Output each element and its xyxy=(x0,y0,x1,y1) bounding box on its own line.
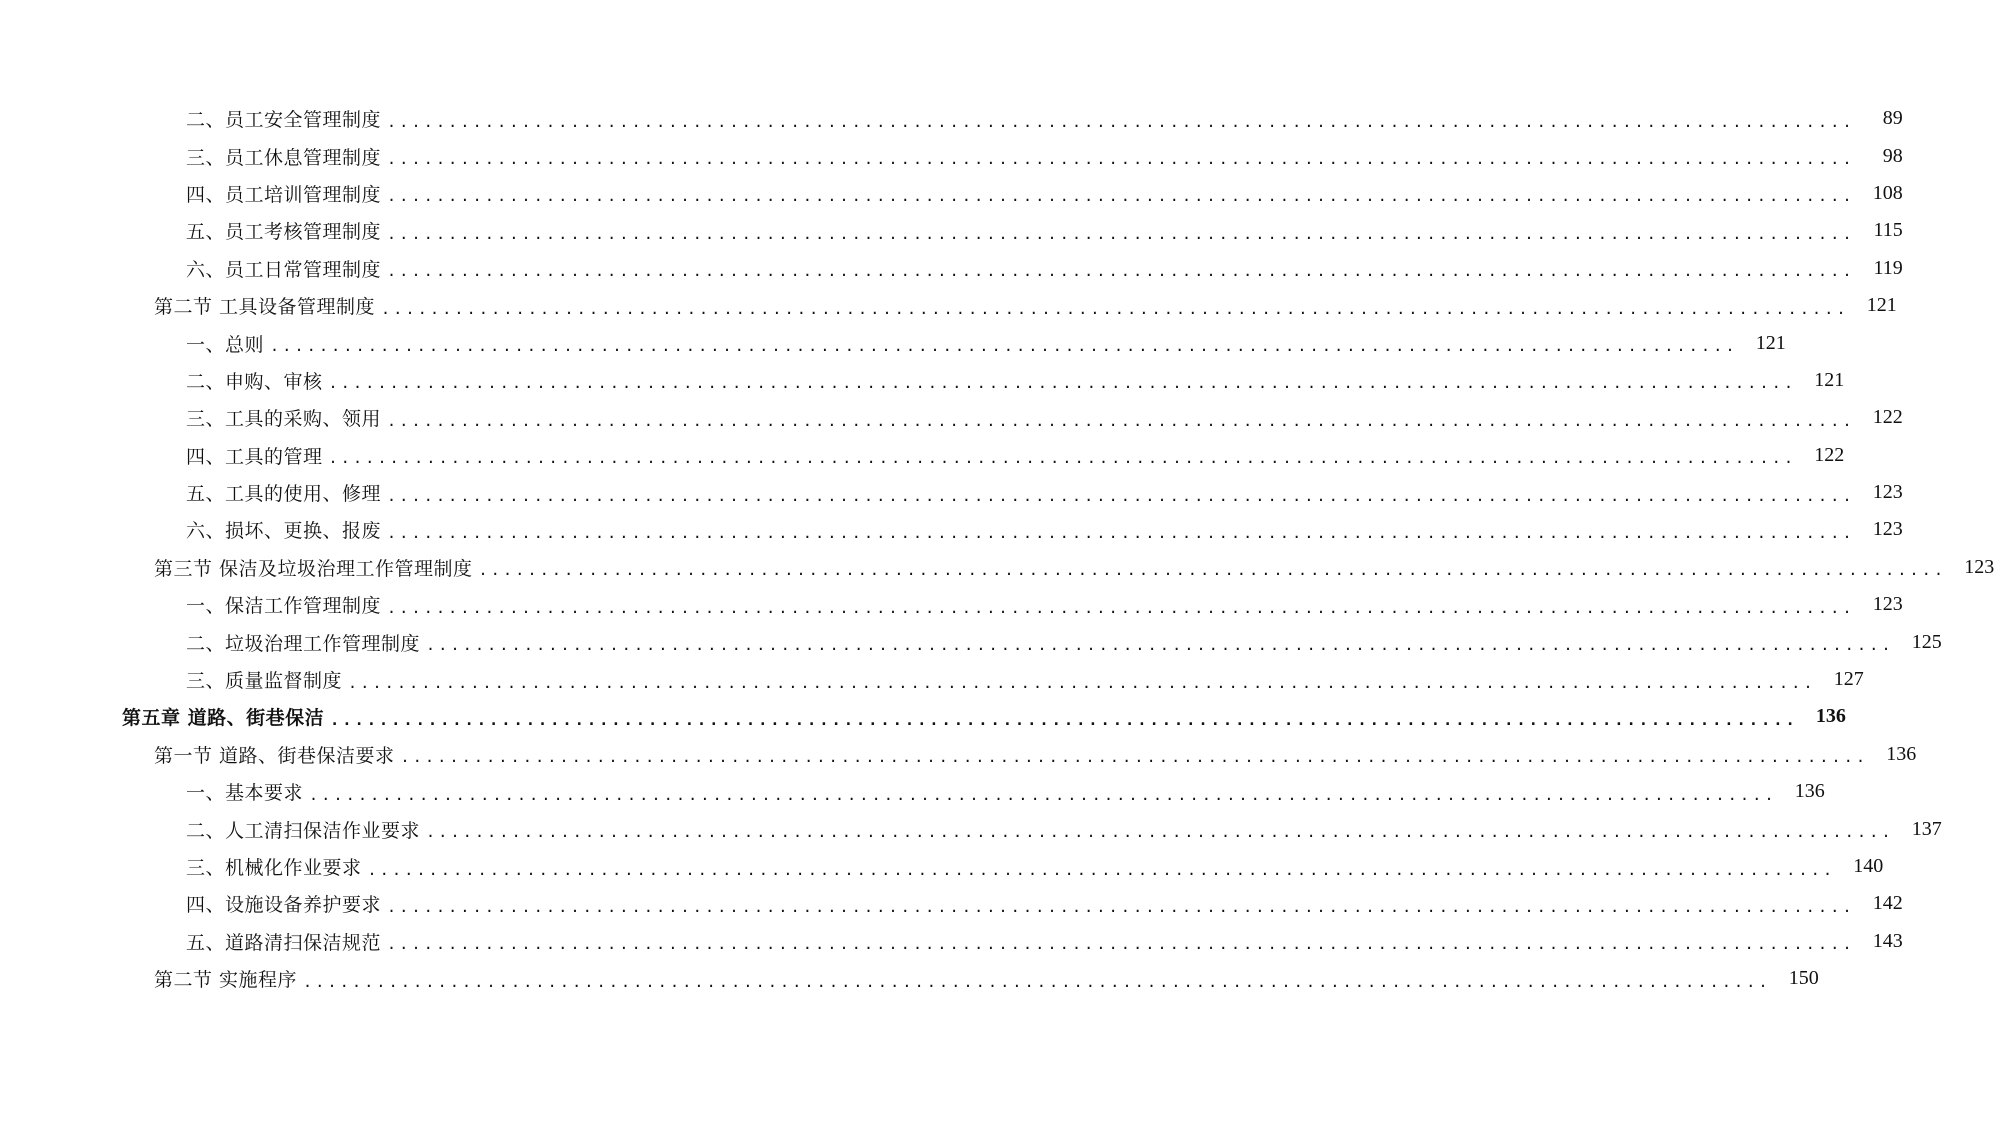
toc-entry-page: 136 xyxy=(1886,742,1917,765)
toc-entry-page: 121 xyxy=(1755,331,1786,354)
toc-entry[interactable] xyxy=(0,623,1942,660)
toc-entry-page: 98 xyxy=(1882,144,1903,167)
toc-entry[interactable] xyxy=(0,137,1903,174)
dot-leader: ........................................................................................................................ xyxy=(426,636,1894,655)
toc-entry[interactable] xyxy=(0,399,1903,436)
toc-entry-title: 第一节 道路、街巷保洁要求 xyxy=(154,744,395,767)
toc-entry-title: 第三节 保洁及垃圾治理工作管理制度 xyxy=(154,557,473,580)
toc-entry-page: 136 xyxy=(1815,705,1846,728)
toc-entry[interactable] xyxy=(0,661,1864,698)
toc-entry-page: 140 xyxy=(1853,855,1884,877)
toc-entry-page: 119 xyxy=(1873,256,1903,279)
toc-entry-title: 五、员工考核管理制度 xyxy=(186,221,382,244)
toc-entry[interactable] xyxy=(0,848,1884,885)
toc-entry-page: 136 xyxy=(1794,780,1825,803)
toc-entry[interactable] xyxy=(0,437,1845,474)
dot-leader: ........................................................................................................................ xyxy=(387,935,1855,954)
toc-entry-page: 122 xyxy=(1814,443,1845,466)
toc-entry-title: 四、员工培训管理制度 xyxy=(186,183,382,206)
toc-entry-title: 五、工具的使用、修理 xyxy=(186,483,382,506)
toc-entry-title: 六、损坏、更换、报废 xyxy=(186,520,382,543)
toc-entry[interactable] xyxy=(0,586,1903,623)
dot-leader: ........................................................................................................................ xyxy=(387,262,1855,281)
dot-leader: ........................................................................................................................ xyxy=(387,598,1855,617)
toc-entry[interactable] xyxy=(0,810,1942,847)
toc-entry[interactable] xyxy=(0,474,1903,511)
toc-entry-title: 二、员工安全管理制度 xyxy=(186,109,382,132)
toc-entry-title: 一、保洁工作管理制度 xyxy=(186,595,382,618)
toc-entry[interactable] xyxy=(0,773,1825,810)
toc-entry-title: 三、工具的采购、领用 xyxy=(186,408,382,431)
toc-entry[interactable] xyxy=(0,100,1903,137)
toc-entry-title: 四、设施设备养护要求 xyxy=(186,894,382,917)
dot-leader: ........................................................................................................................ xyxy=(387,897,1855,916)
toc-entry-page: 89 xyxy=(1882,107,1903,130)
dot-leader: ........................................................................................................................ xyxy=(303,972,1771,991)
dot-leader: ........................................................................................................................ xyxy=(367,860,1836,879)
toc-entry-title: 二、人工清扫保洁作业要求 xyxy=(186,819,421,842)
toc-entry[interactable] xyxy=(0,362,1845,399)
toc-entry-title: 三、质量监督制度 xyxy=(186,670,343,693)
toc-entry[interactable] xyxy=(0,212,1903,249)
toc-entry-page: 127 xyxy=(1833,668,1864,691)
toc-entry-page: 115 xyxy=(1873,219,1903,242)
toc-entry-title: 六、员工日常管理制度 xyxy=(186,258,382,281)
toc-entry[interactable] xyxy=(0,923,1903,960)
dot-leader: ........................................................................................................................ xyxy=(330,710,1798,729)
dot-leader: ........................................................................................................................ xyxy=(348,673,1816,692)
dot-leader: ........................................................................................................................ xyxy=(387,150,1855,169)
dot-leader: ........................................................................................................................ xyxy=(478,561,1947,580)
toc-entry[interactable] xyxy=(0,511,1903,548)
toc-entry-page: 121 xyxy=(1814,368,1845,391)
toc-section-entry[interactable] xyxy=(0,549,1994,586)
toc-entry-title: 第二节 实施程序 xyxy=(154,969,298,992)
toc-entry-page: 142 xyxy=(1872,892,1903,915)
toc-section-entry[interactable] xyxy=(0,960,1819,997)
table-of-contents xyxy=(0,100,1994,997)
toc-section-entry[interactable] xyxy=(0,287,1897,324)
toc-entry-title: 三、员工休息管理制度 xyxy=(186,146,382,169)
toc-entry-page: 108 xyxy=(1872,181,1903,204)
toc-entry-title: 第五章 道路、街巷保洁 xyxy=(122,707,325,730)
dot-leader: ........................................................................................................................ xyxy=(387,224,1855,243)
dot-leader: ........................................................................................................................ xyxy=(387,112,1855,131)
toc-entry[interactable] xyxy=(0,250,1903,287)
toc-section-entry[interactable] xyxy=(0,736,1917,773)
toc-entry-page: 121 xyxy=(1866,294,1897,317)
dot-leader: ........................................................................................................................ xyxy=(400,748,1869,767)
toc-chapter-entry[interactable] xyxy=(0,698,1846,735)
dot-leader: ........................................................................................................................ xyxy=(387,187,1855,206)
toc-entry-page: 125 xyxy=(1911,630,1942,653)
toc-entry-page: 122 xyxy=(1872,406,1903,429)
dot-leader: ........................................................................................................................ xyxy=(309,785,1777,804)
toc-entry-page: 123 xyxy=(1872,593,1903,616)
dot-leader: ........................................................................................................................ xyxy=(387,486,1855,505)
dot-leader: ........................................................................................................................ xyxy=(328,449,1797,468)
dot-leader: ........................................................................................................................ xyxy=(328,374,1797,393)
toc-entry-title: 一、总则 xyxy=(186,333,265,356)
toc-entry-title: 三、机械化作业要求 xyxy=(186,857,362,879)
toc-entry[interactable] xyxy=(0,885,1903,922)
toc-entry[interactable] xyxy=(0,175,1903,212)
toc-entry-page: 123 xyxy=(1872,518,1903,541)
toc-entry-title: 二、垃圾治理工作管理制度 xyxy=(186,632,421,655)
dot-leader: ........................................................................................................................ xyxy=(381,299,1849,318)
toc-entry-title: 第二节 工具设备管理制度 xyxy=(154,296,376,319)
toc-entry-title: 五、道路清扫保洁规范 xyxy=(186,931,382,954)
toc-entry[interactable] xyxy=(0,324,1786,361)
toc-entry-title: 一、基本要求 xyxy=(186,782,304,805)
dot-leader: ........................................................................................................................ xyxy=(270,337,1738,356)
toc-entry-page: 123 xyxy=(1964,555,1994,578)
dot-leader: ........................................................................................................................ xyxy=(387,411,1855,430)
toc-entry-page: 143 xyxy=(1872,929,1903,952)
toc-entry-page: 137 xyxy=(1911,817,1942,840)
toc-entry-page: 123 xyxy=(1872,481,1903,504)
toc-entry-page: 150 xyxy=(1788,967,1819,990)
toc-entry-title: 四、工具的管理 xyxy=(186,445,323,468)
dot-leader: ........................................................................................................................ xyxy=(387,523,1855,542)
toc-entry-title: 二、申购、审核 xyxy=(186,370,323,393)
dot-leader: ........................................................................................................................ xyxy=(426,823,1894,842)
